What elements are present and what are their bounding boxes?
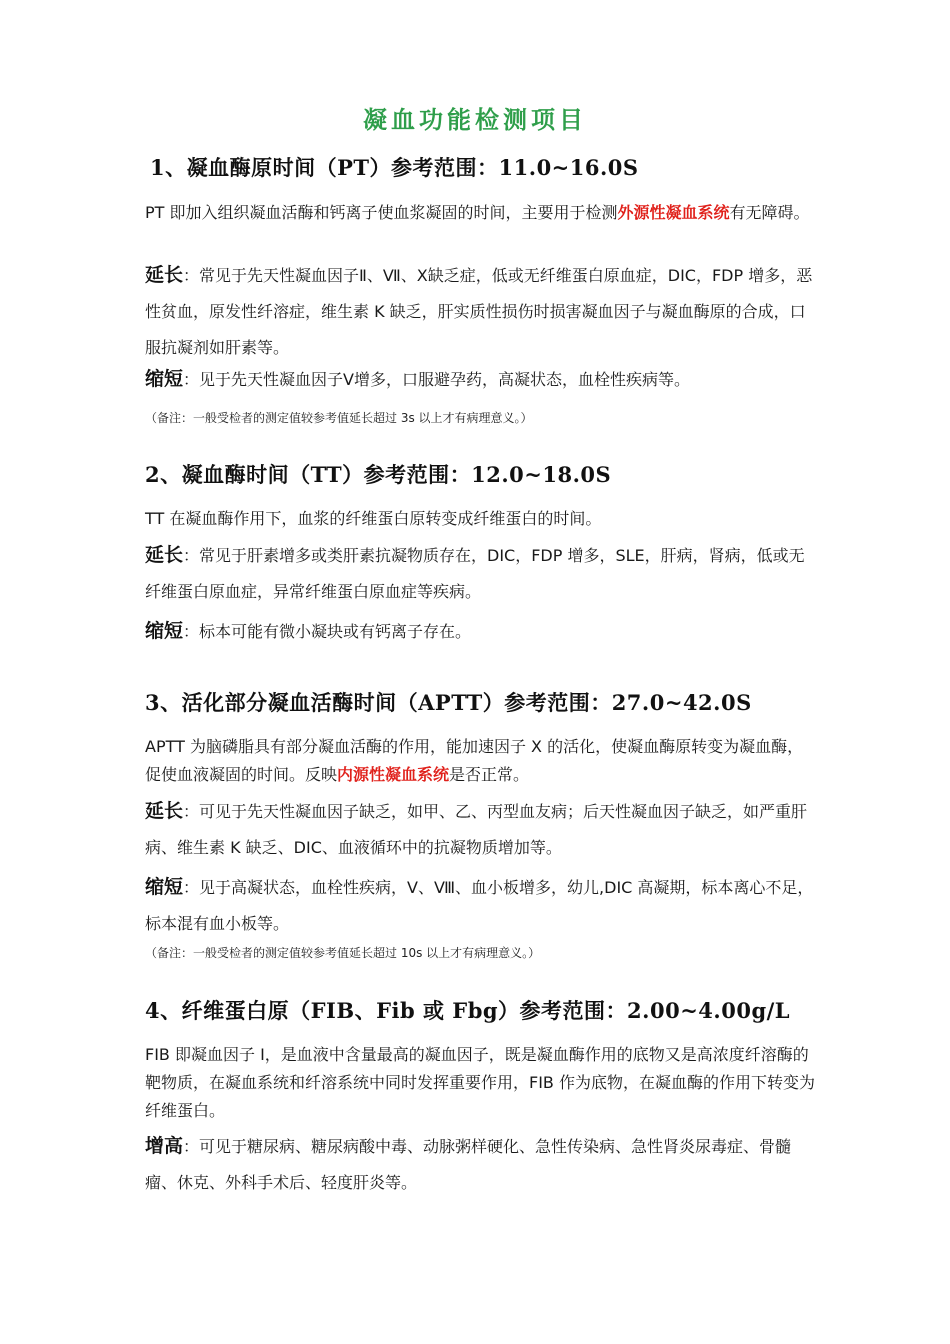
- prolonged-label: 延长: [145, 264, 184, 286]
- increased-label: 增高: [145, 1135, 184, 1157]
- section-4-heading: 4、纤维蛋白原（FIB、Fib 或 Fbg）参考范围：2.00~4.00g/L: [145, 998, 791, 1023]
- section-3-shortened: [145, 869, 815, 942]
- page-title: 凝血功能检测项目: [363, 105, 587, 134]
- section-3-highlight: 内源性凝血系统: [337, 765, 450, 784]
- shortened-label: 缩短: [145, 368, 184, 390]
- section-3-intro: [145, 733, 815, 789]
- section-1-prolonged: [145, 257, 815, 366]
- section-4-increased: [145, 1128, 815, 1201]
- prolonged-text: ：可见于先天性凝血因子缺乏，如甲、乙、丙型血友病；后天性凝血因子缺乏，如严重肝病、维生素 K 缺乏、DIC、血液循环中的抗凝物质增加等。: [145, 802, 808, 857]
- prolonged-label: 延长: [145, 800, 184, 822]
- section-2-shortened: [145, 613, 815, 650]
- section-2-intro: TT 在凝血酶作用下，血浆的纤维蛋白原转变成纤维蛋白的时间。: [145, 509, 602, 528]
- prolonged-text: ：常见于肝素增多或类肝素抗凝物质存在，DIC，FDP 增多，SLE，肝病，肾病，低或无纤维蛋白原血症，异常纤维蛋白原血症等疾病。: [145, 546, 805, 601]
- shortened-text: ：见于高凝状态，血栓性疾病，Ⅴ、Ⅷ、血小板增多，幼儿,DIC 高凝期，标本离心不足，标本混有血小板等。: [145, 878, 814, 933]
- section-1-highlight: 外源性凝血系统: [617, 203, 730, 222]
- section-1-heading: 1、凝血酶原时间（PT）参考范围：11.0~16.0S: [150, 155, 639, 180]
- section-4-intro: FIB 即凝血因子 I，是血液中含量最高的凝血因子，既是凝血酶作用的底物又是高浓度纤溶酶的靶物质，在凝血系统和纤溶系统中同时发挥重要作用，FIB 作为底物，在凝血酶的作用下转变为纤维蛋白。: [145, 1045, 815, 1120]
- section-2-prolonged: [145, 537, 815, 610]
- section-3-intro-text: APTT 为脑磷脂具有部分凝血活酶的作用，能加速因子 X 的活化，使凝血酶原转变为凝血酶，促使血液凝固的时间。反映: [145, 737, 804, 784]
- section-1-shortened: [145, 361, 815, 398]
- shortened-label: 缩短: [145, 876, 184, 898]
- section-3-note: （备注：一般受检者的测定值较参考值延长超过 10s 以上才有病理意义。）: [145, 946, 541, 960]
- section-1-intro: [145, 199, 815, 227]
- prolonged-label: 延长: [145, 544, 184, 566]
- shortened-text: ：见于先天性凝血因子Ⅴ增多，口服避孕药，高凝状态，血栓性疾病等。: [183, 370, 690, 389]
- section-2-heading: 2、凝血酶时间（TT）参考范围：12.0~18.0S: [145, 462, 612, 487]
- increased-text: ：可见于糖尿病、糖尿病酸中毒、动脉粥样硬化、急性传染病、急性肾炎尿毒症、骨髓瘤、休克、外科手术后、轻度肝炎等。: [145, 1137, 792, 1192]
- section-1-intro-end: 有无障碍。: [729, 203, 810, 222]
- prolonged-text: ：常见于先天性凝血因子Ⅱ、Ⅶ、Ⅹ缺乏症，低或无纤维蛋白原血症，DIC，FDP 增多，恶性贫血，原发性纤溶症，维生素 K 缺乏，肝实质性损伤时损害凝血因子与凝血酶原的合成，口服抗凝剂如肝素等。: [145, 266, 813, 357]
- section-3-heading: 3、活化部分凝血活酶时间（APTT）参考范围：27.0~42.0S: [145, 690, 752, 715]
- section-3-prolonged: [145, 793, 815, 866]
- shortened-label: 缩短: [145, 620, 184, 642]
- section-1-intro-text: PT 即加入组织凝血活酶和钙离子使血浆凝固的时间，主要用于检测: [145, 203, 618, 222]
- section-1-note: （备注：一般受检者的测定值较参考值延长超过 3s 以上才有病理意义。）: [145, 411, 533, 425]
- section-3-intro-end: 是否正常。: [449, 765, 530, 784]
- shortened-text: ：标本可能有微小凝块或有钙离子存在。: [183, 622, 472, 641]
